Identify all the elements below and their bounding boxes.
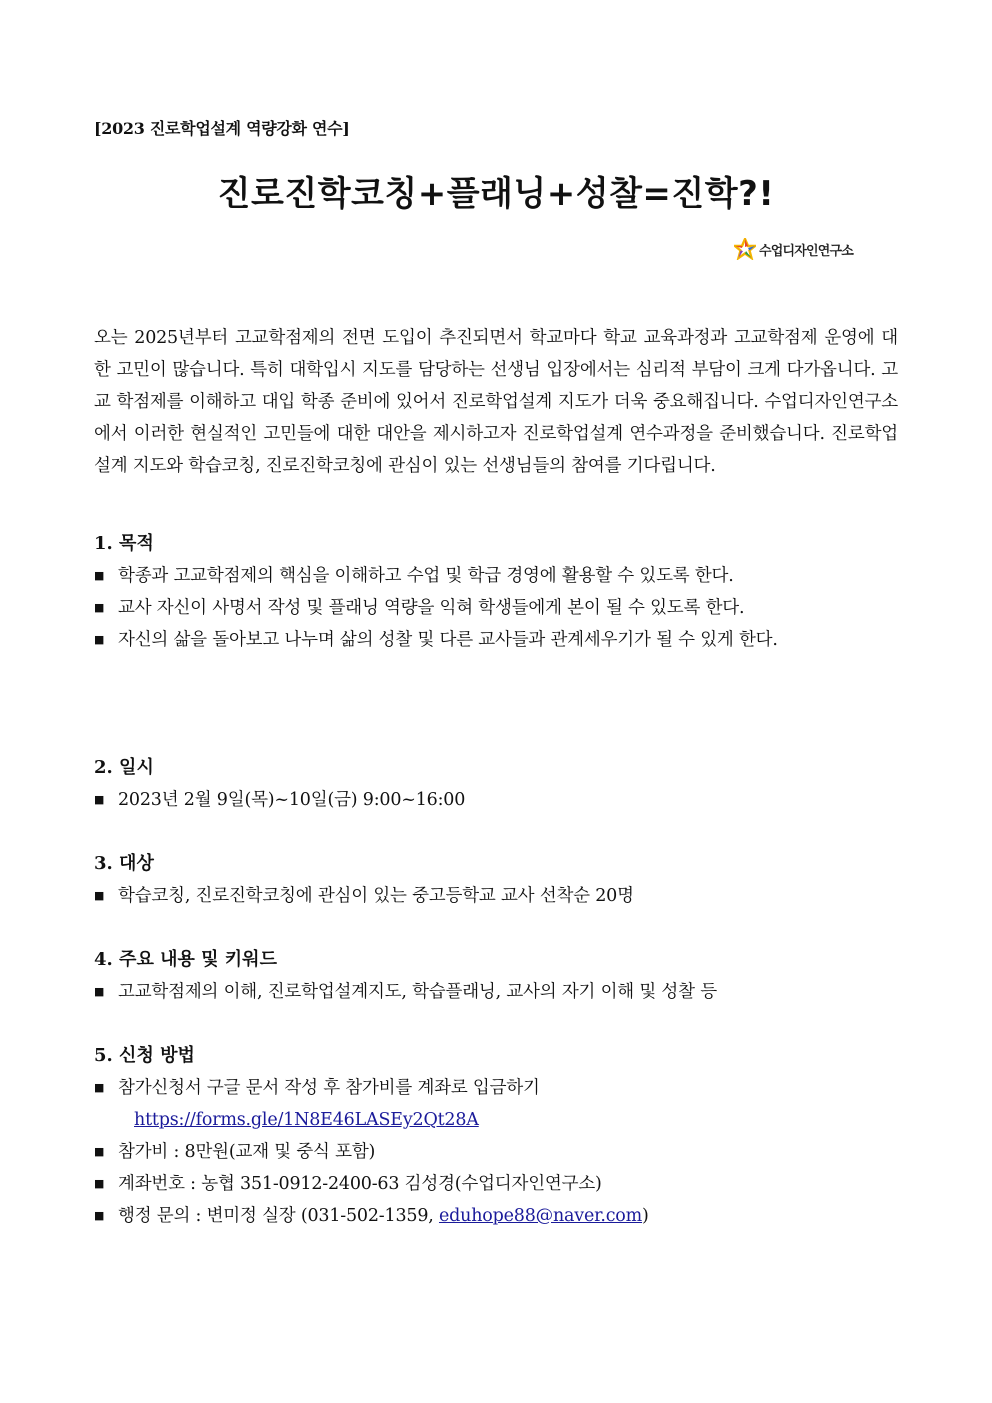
section-apply — [94, 1040, 898, 1232]
bullet-icon: ■ — [94, 569, 105, 582]
page-title: 진로진학코칭+플래닝+성찰=진학?! — [217, 174, 775, 214]
list-item: ■ 교사 자신이 사명서 작성 및 플래닝 역량을 익혀 학생들에게 본이 될 수 있도록 한다. — [94, 592, 898, 624]
list-item: ■ 계좌번호 : 농협 351-0912-2400-63 김성경(수업디자인연구소) — [94, 1168, 898, 1200]
intro-paragraph: 오는 2025년부터 고교학점제의 전면 도입이 추진되면서 학교마다 학교 교육과정과 고교학점제 운영에 대한 고민이 많습니다. 특히 대학입시 지도를 담당하는 선생님 입장에서는 심리적 부담이 크게 다가옵니다. 고교 학점제를 이해하고 대입 학종 준비에 있어서 진로학업설계 지도가 더욱 중요해집니다. 수업디자인연구소에서 이러한 현실적인 고민들에 대한 대안을 제시하고자 진로학업설계 연수과정을 준비했습니다. 진로학업설계 지도와 학습코칭, 진로진학코칭에 관심이 있는 선생님들의 참여를 기다립니다. — [94, 327, 898, 476]
list-item: ■ 행정 문의 : 변미정 실장 (031-502-1359, eduhope88@naver.com) — [94, 1200, 898, 1232]
list-item: ■ 학종과 고교학점제의 핵심을 이해하고 수업 및 학급 경영에 활용할 수 있도록 한다. — [94, 560, 898, 592]
bullet-icon: ■ — [94, 985, 105, 998]
bullet-icon: ■ — [94, 1081, 105, 1094]
document-page — [94, 0, 898, 1403]
section-target — [94, 848, 898, 912]
bullet-icon: ■ — [94, 1177, 105, 1190]
list-item: ■ 참가비 : 8만원(교재 및 중식 포함) — [94, 1136, 898, 1168]
bullet-icon: ■ — [94, 1145, 105, 1158]
section-title: 3. 대상 — [94, 853, 154, 874]
bullet-icon: ■ — [94, 1209, 105, 1222]
bullet-icon: ■ — [94, 889, 105, 902]
section-title: 2. 일시 — [94, 757, 154, 778]
institute-logo — [734, 238, 853, 260]
google-form-link[interactable]: https://forms.gle/1N8E46LASEy2Qt28A — [134, 1110, 479, 1130]
logo-star-icon — [734, 238, 756, 260]
section-title: 1. 목적 — [94, 533, 154, 554]
list-item: ■ 자신의 삶을 돌아보고 나누며 삶의 성찰 및 다른 교사들과 관계세우기가 될 수 있게 한다. — [94, 624, 898, 656]
bullet-icon: ■ — [94, 793, 105, 806]
bullet-icon: ■ — [94, 601, 105, 614]
logo-text: 수업디자인연구소 — [759, 243, 854, 259]
email-link[interactable]: eduhope88@naver.com — [438, 1206, 643, 1226]
section-title: 5. 신청 방법 — [94, 1045, 195, 1066]
course-tag: [2023 진로학업설계 역량강화 연수] — [94, 119, 350, 138]
section-purpose — [94, 528, 898, 656]
list-item: ■ 고교학점제의 이해, 진로학업설계지도, 학습플래닝, 교사의 자기 이해 및 성찰 등 — [94, 976, 898, 1008]
bullet-icon: ■ — [94, 633, 105, 646]
list-item: ■ 참가신청서 구글 문서 작성 후 참가비를 계좌로 입금하기 — [94, 1072, 898, 1104]
section-content — [94, 944, 898, 1008]
section-title: 4. 주요 내용 및 키워드 — [94, 949, 277, 970]
list-item: ■ 2023년 2월 9일(목)~10일(금) 9:00~16:00 — [94, 784, 898, 816]
section-schedule — [94, 752, 898, 816]
list-item: ■ 학습코칭, 진로진학코칭에 관심이 있는 중고등학교 교사 선착순 20명 — [94, 880, 898, 912]
form-link-line — [94, 1104, 898, 1136]
